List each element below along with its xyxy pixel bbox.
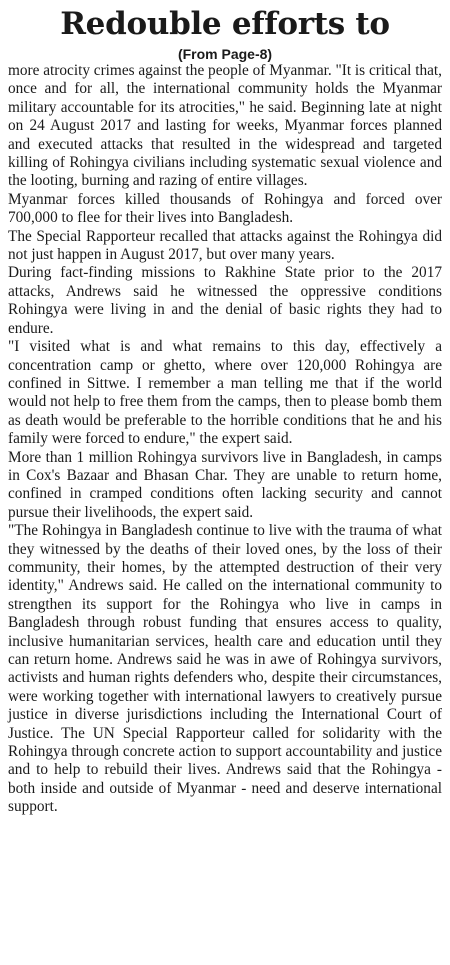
article-body [8, 62, 442, 817]
paragraph: The Special Rapporteur recalled that attacks against the Rohingya did not just happen in August 2017, but over many years. [8, 227, 442, 264]
paragraph: more atrocity crimes against the people of Myanmar. "It is critical that, once and for all, the international community holds the Myanmar military accountable for its atrocities," he said. Beginning late at night on 24 August 2017 and lasting for weeks, Myanmar forces planned and executed attacks that resulted in the widespread and targeted killing of Rohingya civilians including systematic sexual violence and the looting, burning and razing of entire villages. [8, 62, 442, 190]
paragraph: During fact-finding missions to Rakhine State prior to the 2017 attacks, Andrews said he witnessed the oppressive conditions Rohingya were living in and the denial of basic rights they had to endure. [8, 264, 442, 337]
continuation-note: (From Page-8) [177, 46, 273, 62]
paragraph: More than 1 million Rohingya survivors live in Bangladesh, in camps in Cox's Bazaar and Bhasan Char. They are unable to return home, confined in cramped conditions often lacking security and cannot pursue their livelihoods, the expert said. [8, 448, 442, 521]
paragraph: "I visited what is and what remains to this day, effectively a concentration camp or ghetto, where over 120,000 Rohingya are confined in Sittwe. I remember a man telling me that if the world would not help to free them from the camps, then to please bomb them as death would be preferable to the horrible conditions that he and his family were forced to endure," the expert said. [8, 338, 442, 448]
paragraph: Myanmar forces killed thousands of Rohingya and forced over 700,000 to flee for their lives into Bangladesh. [8, 190, 442, 227]
headline: Redouble efforts to [60, 6, 390, 42]
paragraph: "The Rohingya in Bangladesh continue to live with the trauma of what they witnessed by the deaths of their loved ones, by the loss of their community, their homes, by the attempted destruction of their very identity," Andrews said. He called on the international community to strengthen its support for the Rohingya who live in camps in Bangladesh through robust funding that ensures access to quality, inclusive humanitarian services, health care and education until they can return home. Andrews said he was in awe of Rohingya survivors, activists and human rights defenders who, despite their circumstances, were working together with international lawyers to creatively pursue justice in diverse jurisdictions including the International Court of Justice. The UN Special Rapporteur called for solidarity with the Rohingya through concrete action to support accountability and justice and to help to rebuild their lives. Andrews said that the Rohingya - both inside and outside of Myanmar - need and deserve international support. [8, 522, 442, 816]
